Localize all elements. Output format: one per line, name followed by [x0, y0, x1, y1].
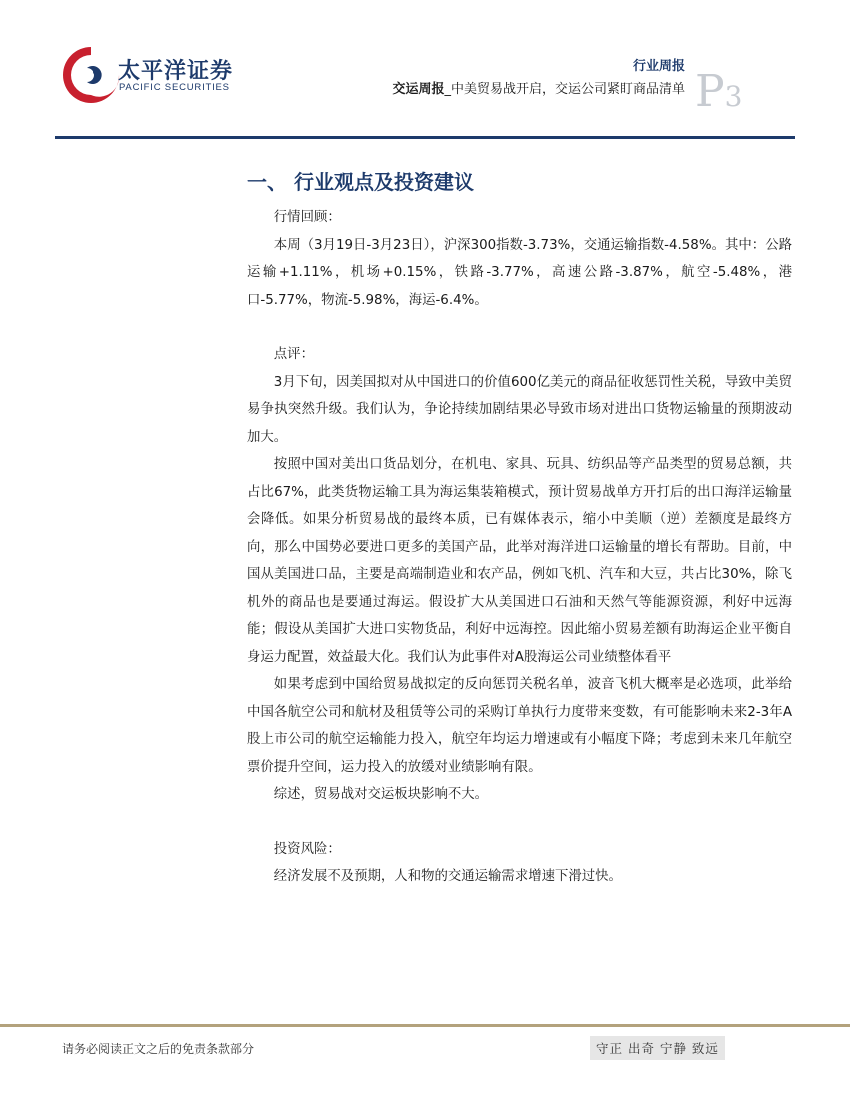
- report-title: [392, 78, 685, 97]
- market-review-label: 行情回顾：: [273, 210, 341, 225]
- market-review-text: 本周（3月19日-3月23日），沪深300指数-3.73%，交通运输指数-4.58%。其中：公路运输+1.11%，机场+0.15%，铁路-3.77%，高速公路-3.87%，航空-5.48%，港口-5.77%，物流-5.98%，海运-6.4%。: [247, 237, 792, 308]
- report-title-rest: _中美贸易战开启，交运公司紧盯商品清单: [444, 82, 685, 97]
- header-divider: [55, 136, 795, 139]
- risk-text: 经济发展不及预期，人和物的交通运输需求增速下滑过快。: [273, 869, 622, 884]
- pacific-securities-logo-icon: [60, 44, 122, 106]
- footer-disclaimer: 请务必阅读正文之后的免责条款部分: [62, 1042, 255, 1056]
- company-logo: [60, 44, 240, 106]
- comment-paragraph-4: 综述，贸易战对交运板块影响不大。: [273, 787, 489, 802]
- report-title-bold: 交运周报: [392, 82, 445, 97]
- report-type: 行业周报: [632, 59, 685, 74]
- page-number: [695, 66, 742, 117]
- comment-paragraph-2: 按照中国对美出口货品划分，在机电、家具、玩具、纺织品等产品类型的贸易总额，共占比67%，此类货物运输工具为海运集装箱模式，预计贸易战单方开打后的出口海洋运输量会降低。如果分析贸易战的最终本质，已有媒体表示，缩小中美顺（逆）差额度是最终方向，那么中国势必要进口更多的美国产品，此举对海洋进口运输量的增长有帮助。目前，中国从美国进口品，主要是高端制造业和农产品，例如飞机、汽车和大豆，共占比30%，除飞机外的商品也是要通过海运。假设扩大从美国进口石油和天然气等能源资源，利好中远海能；假设从美国扩大进口实物货品，利好中远海控。因此缩小贸易差额有助海运企业平衡自身运力配置，效益最大化。我们认为此事件对A股海运公司业绩整体看平: [247, 457, 792, 665]
- section-title: 一、 行业观点及投资建议: [247, 170, 474, 194]
- logo-chinese-name: 太平洋证券: [118, 59, 234, 84]
- logo-english-name: PACIFIC SECURITIES: [119, 82, 230, 93]
- footer-divider: [0, 1024, 850, 1027]
- comment-paragraph-1: 3月下旬，因美国拟对从中国进口的价值600亿美元的商品征收惩罚性关税，导致中美贸易争执突然升级。我们认为，争论持续加剧结果必导致市场对进出口货物运输量的预期波动加大。: [247, 374, 792, 445]
- report-body: [247, 204, 792, 891]
- risk-label: 投资风险：: [273, 841, 341, 857]
- comment-label: 点评：: [273, 347, 314, 362]
- page-number-value: 3: [724, 80, 743, 113]
- footer-motto: 守正 出奇 宁静 致远: [590, 1036, 725, 1060]
- comment-paragraph-3: 如果考虑到中国给贸易战拟定的反向惩罚关税名单，波音飞机大概率是必选项，此举给中国各航空公司和航材及租赁等公司的采购订单执行力度带来变数，有可能影响未来2-3年A股上市公司的航空运输能力投入，航空年均运力增速或有小幅度下降；考虑到未来几年航空票价提升空间，运力投入的放缓对业绩影响有限。: [247, 677, 792, 775]
- page-number-prefix: P: [695, 66, 725, 117]
